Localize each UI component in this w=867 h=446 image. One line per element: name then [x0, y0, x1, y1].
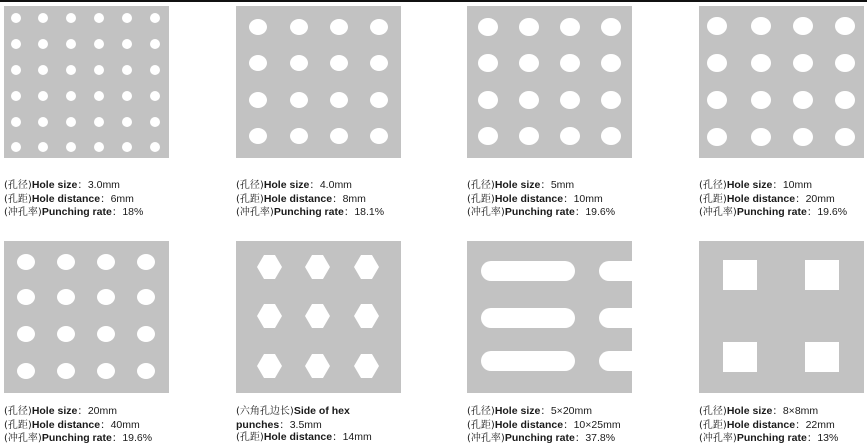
- hex-hole: [305, 304, 330, 328]
- round-hole: [150, 117, 160, 127]
- spec-caption: [467, 405, 621, 446]
- round-hole: [11, 39, 21, 49]
- hole-pattern: [467, 241, 632, 393]
- round-hole: [57, 363, 75, 379]
- spec-line-hole-distance: (孔距)Hole distance：22mm: [699, 418, 835, 431]
- round-hole: [150, 13, 160, 23]
- round-hole: [707, 91, 727, 109]
- spec-line-punching-rate: (冲孔率)Punching rate：18%: [4, 206, 144, 218]
- round-hole: [38, 13, 48, 23]
- round-hole: [66, 65, 76, 75]
- round-hole: [94, 39, 104, 49]
- round-hole: [66, 13, 76, 23]
- round-hole: [290, 128, 308, 144]
- spec-line-hole-size: (孔径)Hole size：20mm: [4, 405, 118, 417]
- round-hole: [57, 254, 75, 270]
- slot-hole: [599, 351, 632, 371]
- round-hole: [137, 254, 155, 270]
- spec-line-hole-distance: (孔距)Hole distance：8mm: [236, 192, 366, 205]
- round-hole: [478, 54, 498, 72]
- round-hole: [97, 254, 115, 270]
- round-hole: [11, 91, 21, 101]
- round-hole: [793, 17, 813, 35]
- spec-caption: [236, 405, 372, 445]
- perforated-plate: [236, 6, 401, 158]
- square-hole: [805, 260, 839, 290]
- round-hole: [137, 363, 155, 379]
- round-hole: [66, 117, 76, 127]
- round-hole: [17, 363, 35, 379]
- round-hole: [150, 91, 160, 101]
- spec-line-hole-distance: (孔距)Hole distance：10mm: [467, 192, 603, 205]
- hex-hole: [305, 354, 330, 378]
- round-hole: [560, 127, 580, 145]
- round-hole: [137, 289, 155, 305]
- spec-line-hole-size: (孔径)Hole size：8×8mm: [699, 405, 819, 417]
- spec-line-punching-rate: (冲孔率)Punching rate：19.6%: [699, 206, 848, 218]
- spec-line-hole-size: (孔径)Hole size：5mm: [467, 179, 575, 191]
- round-hole: [122, 142, 132, 152]
- round-hole: [290, 55, 308, 71]
- round-hole: [290, 92, 308, 108]
- sample-card-3: [467, 6, 632, 226]
- spec-caption: [699, 179, 847, 220]
- spec-line-punching-rate: (冲孔率)Punching rate：37.8%: [467, 432, 616, 444]
- round-hole: [17, 326, 35, 342]
- round-hole: [94, 13, 104, 23]
- round-hole: [38, 117, 48, 127]
- spec-line-hole-size: (孔径)Hole size：3.0mm: [4, 179, 120, 191]
- round-hole: [751, 17, 771, 35]
- round-hole: [137, 326, 155, 342]
- round-hole: [249, 128, 267, 144]
- round-hole: [290, 19, 308, 35]
- round-hole: [38, 142, 48, 152]
- round-hole: [835, 54, 855, 72]
- round-hole: [707, 17, 727, 35]
- spec-line-hole-distance: (孔距)Hole distance：10×25mm: [467, 418, 621, 431]
- round-hole: [38, 91, 48, 101]
- round-hole: [601, 18, 621, 36]
- round-hole: [519, 54, 539, 72]
- sample-card-4: [699, 6, 864, 226]
- round-hole: [330, 19, 348, 35]
- sample-card-1: [4, 6, 169, 226]
- spec-caption: [467, 179, 615, 220]
- sample-card-5: [4, 241, 169, 444]
- round-hole: [370, 92, 388, 108]
- round-hole: [94, 65, 104, 75]
- hex-hole: [354, 255, 379, 279]
- hex-hole: [257, 354, 282, 378]
- spec-line-hex-punches: punches：3.5mm: [236, 418, 322, 431]
- spec-line-hole-size: (孔径)Hole size：5×20mm: [467, 405, 592, 417]
- spec-line-hole-size: (孔径)Hole size：4.0mm: [236, 179, 352, 191]
- round-hole: [478, 18, 498, 36]
- round-hole: [57, 289, 75, 305]
- square-hole: [805, 342, 839, 372]
- round-hole: [601, 127, 621, 145]
- spec-line-hole-distance: (孔距)Hole distance：20mm: [699, 192, 835, 205]
- perforated-plate: [236, 241, 401, 393]
- spec-caption: [4, 179, 143, 220]
- spec-line-punching-rate: (冲孔率)Punching rate：13%: [699, 432, 839, 444]
- round-hole: [97, 363, 115, 379]
- round-hole: [122, 39, 132, 49]
- spec-line-hex-side: (六角孔边长)Side of hex: [236, 405, 350, 417]
- round-hole: [751, 128, 771, 146]
- round-hole: [835, 128, 855, 146]
- round-hole: [122, 91, 132, 101]
- perforated-plate: [699, 6, 864, 158]
- hole-pattern: [467, 6, 632, 158]
- round-hole: [150, 142, 160, 152]
- round-hole: [249, 55, 267, 71]
- slot-hole: [481, 261, 575, 281]
- sample-card-2: [236, 6, 401, 226]
- round-hole: [793, 128, 813, 146]
- perforated-plate: [4, 241, 169, 393]
- round-hole: [601, 54, 621, 72]
- hex-hole: [257, 304, 282, 328]
- sample-card-8: [699, 241, 864, 444]
- square-hole: [723, 260, 757, 290]
- perforated-plate: [467, 241, 632, 393]
- round-hole: [560, 18, 580, 36]
- spec-line-hole-distance: (孔距)Hole distance：40mm: [4, 418, 140, 431]
- round-hole: [519, 18, 539, 36]
- hole-pattern: [236, 241, 401, 393]
- round-hole: [370, 55, 388, 71]
- spec-line-punching-rate: (冲孔率)Punching rate：18.1%: [236, 206, 385, 218]
- round-hole: [97, 289, 115, 305]
- hex-hole: [305, 255, 330, 279]
- hex-hole: [354, 354, 379, 378]
- round-hole: [66, 91, 76, 101]
- spec-caption: [699, 405, 838, 446]
- round-hole: [330, 55, 348, 71]
- hole-pattern: [699, 241, 864, 393]
- round-hole: [835, 17, 855, 35]
- round-hole: [330, 92, 348, 108]
- round-hole: [478, 127, 498, 145]
- round-hole: [122, 13, 132, 23]
- round-hole: [57, 326, 75, 342]
- spec-line-punching-rate: (冲孔率)Punching rate：19.6%: [4, 432, 153, 444]
- round-hole: [38, 65, 48, 75]
- round-hole: [122, 65, 132, 75]
- round-hole: [11, 65, 21, 75]
- round-hole: [793, 54, 813, 72]
- sample-card-6: [236, 241, 401, 444]
- spec-line-punching-rate: (冲孔率)Punching rate：19.6%: [467, 206, 616, 218]
- round-hole: [11, 117, 21, 127]
- spec-caption: [4, 405, 152, 446]
- round-hole: [66, 39, 76, 49]
- spec-caption: [236, 179, 384, 220]
- round-hole: [370, 19, 388, 35]
- round-hole: [793, 91, 813, 109]
- hex-hole: [354, 304, 379, 328]
- spec-line-hole-distance: (孔距)Hole distance：6mm: [4, 192, 134, 205]
- round-hole: [330, 128, 348, 144]
- slot-hole: [599, 308, 632, 328]
- round-hole: [707, 128, 727, 146]
- round-hole: [519, 91, 539, 109]
- sample-card-7: [467, 241, 632, 444]
- round-hole: [835, 91, 855, 109]
- square-hole: [723, 342, 757, 372]
- round-hole: [94, 91, 104, 101]
- round-hole: [249, 92, 267, 108]
- round-hole: [11, 13, 21, 23]
- hole-pattern: [236, 6, 401, 158]
- perforated-plate: [4, 6, 169, 158]
- round-hole: [17, 289, 35, 305]
- round-hole: [707, 54, 727, 72]
- perforated-plate: [699, 241, 864, 393]
- round-hole: [94, 142, 104, 152]
- round-hole: [249, 19, 267, 35]
- hex-hole: [257, 255, 282, 279]
- spec-line-hole-distance: (孔距)Hole distance：14mm: [236, 431, 372, 443]
- top-divider-line: [0, 0, 867, 2]
- round-hole: [66, 142, 76, 152]
- hole-pattern: [4, 241, 169, 393]
- perforated-plate: [467, 6, 632, 158]
- round-hole: [519, 127, 539, 145]
- round-hole: [751, 54, 771, 72]
- round-hole: [560, 91, 580, 109]
- round-hole: [150, 39, 160, 49]
- round-hole: [601, 91, 621, 109]
- round-hole: [370, 128, 388, 144]
- round-hole: [478, 91, 498, 109]
- round-hole: [560, 54, 580, 72]
- hole-pattern: [4, 6, 169, 158]
- round-hole: [751, 91, 771, 109]
- slot-hole: [599, 261, 632, 281]
- slot-hole: [481, 351, 575, 371]
- slot-hole: [481, 308, 575, 328]
- round-hole: [122, 117, 132, 127]
- round-hole: [97, 326, 115, 342]
- round-hole: [94, 117, 104, 127]
- round-hole: [11, 142, 21, 152]
- round-hole: [38, 39, 48, 49]
- round-hole: [17, 254, 35, 270]
- hole-pattern: [699, 6, 864, 158]
- round-hole: [150, 65, 160, 75]
- spec-line-hole-size: (孔径)Hole size：10mm: [699, 179, 813, 191]
